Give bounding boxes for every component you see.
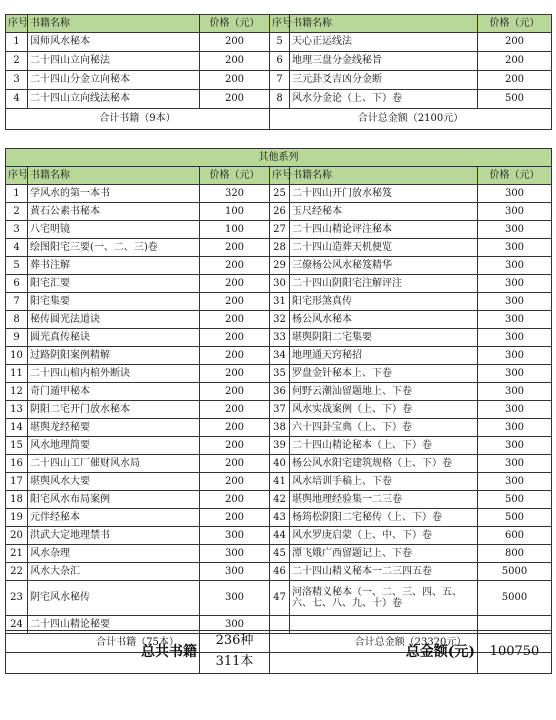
book-title: 风水杂理 <box>28 545 200 563</box>
col-price-header: 价格（元） <box>200 15 270 33</box>
book-number: 10 <box>6 347 28 365</box>
book-title: 二十四山棺内棺外断诀 <box>28 365 200 383</box>
book-number: 1 <box>6 33 28 52</box>
col-name-header: 书籍名称 <box>28 167 200 185</box>
book-title: 二十四山开门放水秘笈 <box>290 185 478 203</box>
book-title: 堪舆龙经秘要 <box>28 419 200 437</box>
book-price: 5000 <box>478 563 552 581</box>
book-price: 300 <box>478 347 552 365</box>
col-price-header: 价格（元） <box>478 15 552 33</box>
book-number: 17 <box>6 473 28 491</box>
book-price: 200 <box>200 455 270 473</box>
book-title: 阴阳二宅开门放水秘本 <box>28 401 200 419</box>
book-number: 8 <box>6 311 28 329</box>
book-title: 堪舆地理经验集一二三卷 <box>290 491 478 509</box>
book-title: 风水培训手稿上、下卷 <box>290 473 478 491</box>
book-title: 潭飞娥广西留题记上、下卷 <box>290 545 478 563</box>
book-title: 二十四山造葬天机便览 <box>290 239 478 257</box>
other-total-amount: 合计总金额（23320元） <box>270 634 552 653</box>
book-title: 二十四山立向线法秘本 <box>28 90 200 109</box>
table-row <box>6 365 552 383</box>
book-title: 风水地理简要 <box>28 437 200 455</box>
table-row <box>6 545 552 563</box>
book-title: 风水分金论（上、下）卷 <box>290 90 478 109</box>
book-price: 300 <box>478 311 552 329</box>
book-title: 黄石公素书秘本 <box>28 203 200 221</box>
book-number: 2 <box>6 203 28 221</box>
book-number: 1 <box>6 185 28 203</box>
book-title: 二十四山工厂催财风水局 <box>28 455 200 473</box>
book-price: 300 <box>478 383 552 401</box>
book-title: 秘传圆光法道诀 <box>28 311 200 329</box>
book-number: 11 <box>6 365 28 383</box>
book-number: 34 <box>270 347 290 365</box>
book-title: 二十四山阴阳宅注解评注 <box>290 275 478 293</box>
book-price: 300 <box>200 545 270 563</box>
top-book-count: 合计书籍（9本） <box>6 109 270 130</box>
book-price: 300 <box>478 239 552 257</box>
book-price: 300 <box>478 437 552 455</box>
book-title: 国师风水秘本 <box>28 33 200 52</box>
book-title: 三元卦爻吉凶分金断 <box>290 71 478 90</box>
book-price: 200 <box>200 347 270 365</box>
table-row <box>6 90 552 109</box>
table-row <box>6 473 552 491</box>
book-number: 4 <box>6 90 28 109</box>
book-title: 圆光真传秘诀 <box>28 329 200 347</box>
book-number: 37 <box>270 401 290 419</box>
book-number: 3 <box>6 71 28 90</box>
total-kinds: 236种 <box>200 631 270 653</box>
book-price: 200 <box>478 52 552 71</box>
book-price: 500 <box>478 491 552 509</box>
book-title: 阳宅风水布局案例 <box>28 491 200 509</box>
book-title: 堪舆阴阳二宅集要 <box>290 329 478 347</box>
book-title: 八宅明镜 <box>28 221 200 239</box>
book-title: 天心正运线法 <box>290 33 478 52</box>
book-title: 二十四山精论秘要 <box>28 616 200 634</box>
col-no-header: 序号 <box>6 15 28 33</box>
book-price: 100 <box>200 221 270 239</box>
book-title: 学风水的第一本书 <box>28 185 200 203</box>
table-row <box>6 347 552 365</box>
book-title: 元伴经秘本 <box>28 509 200 527</box>
book-price: 200 <box>200 491 270 509</box>
table-row <box>6 455 552 473</box>
book-number: 44 <box>270 527 290 545</box>
book-number: 26 <box>270 203 290 221</box>
book-price: 200 <box>200 365 270 383</box>
book-number: 43 <box>270 509 290 527</box>
book-title: 二十四山精论秘本（上、下）卷 <box>290 437 478 455</box>
book-title: 杨公风水秘本 <box>290 311 478 329</box>
book-price: 300 <box>478 365 552 383</box>
book-title: 河洛精义秘本（一、二、三、四、五、六、七、八、九、十）卷 <box>290 581 478 616</box>
table-row <box>6 311 552 329</box>
book-price: 200 <box>200 275 270 293</box>
other-header-row <box>6 167 552 185</box>
book-number: 33 <box>270 329 290 347</box>
table-row <box>6 329 552 347</box>
book-number: 20 <box>6 527 28 545</box>
total-amount: 100750 <box>478 631 552 674</box>
book-number: 41 <box>270 473 290 491</box>
book-number: 45 <box>270 545 290 563</box>
book-price: 300 <box>478 275 552 293</box>
top-series-table <box>5 14 552 130</box>
book-number: 16 <box>6 455 28 473</box>
book-number: 24 <box>6 616 28 634</box>
book-price: 200 <box>200 90 270 109</box>
book-title: 风水大杂汇 <box>28 563 200 581</box>
col-name-header: 书籍名称 <box>290 167 478 185</box>
book-price: 300 <box>478 455 552 473</box>
table-row <box>6 257 552 275</box>
book-title: 过路阴阳案例精解 <box>28 347 200 365</box>
book-number: 27 <box>270 221 290 239</box>
book-price: 200 <box>200 509 270 527</box>
book-price: 300 <box>200 581 270 616</box>
book-number: 22 <box>6 563 28 581</box>
book-number: 38 <box>270 419 290 437</box>
other-series-title: 其他系列 <box>6 149 552 167</box>
book-price: 200 <box>478 71 552 90</box>
book-number: 29 <box>270 257 290 275</box>
book-price: 200 <box>200 401 270 419</box>
book-title: 堪舆风水大要 <box>28 473 200 491</box>
table-row <box>6 275 552 293</box>
total-volumes: 311本 <box>200 652 270 674</box>
book-number: 46 <box>270 563 290 581</box>
book-price: 500 <box>478 509 552 527</box>
book-title: 绘图阳宅三要(一、二、三)卷 <box>28 239 200 257</box>
book-price: 300 <box>478 203 552 221</box>
table-row <box>6 401 552 419</box>
book-number: 12 <box>6 383 28 401</box>
book-number: 3 <box>6 221 28 239</box>
other-series-table <box>5 148 552 653</box>
book-price: 200 <box>200 52 270 71</box>
book-title: 阳宅集要 <box>28 293 200 311</box>
book-price: 300 <box>478 401 552 419</box>
col-name-header: 书籍名称 <box>290 15 478 33</box>
table-row <box>6 33 552 52</box>
book-price: 300 <box>478 221 552 239</box>
book-number: 23 <box>6 581 28 616</box>
book-title: 六十四卦宝典（上、下）卷 <box>290 419 478 437</box>
book-number: 32 <box>270 311 290 329</box>
col-no-header: 序号 <box>270 15 290 33</box>
book-number: 30 <box>270 275 290 293</box>
book-number: 15 <box>6 437 28 455</box>
book-title: 杨筠松阴阳二宅秘传（上、下）卷 <box>290 509 478 527</box>
book-price: 200 <box>200 383 270 401</box>
grand-total-table <box>5 630 552 674</box>
book-title: 二十四山分金立向秘本 <box>28 71 200 90</box>
table-row <box>6 221 552 239</box>
book-price: 200 <box>200 257 270 275</box>
book-title: 何野云潮汕留题地上、下卷 <box>290 383 478 401</box>
book-title: 洪武大定地理禁书 <box>28 527 200 545</box>
book-title: 二十四山精论评注秘本 <box>290 221 478 239</box>
top-header-row <box>6 15 552 33</box>
book-number: 6 <box>6 275 28 293</box>
book-price: 300 <box>478 185 552 203</box>
other-series-title-row <box>6 149 552 167</box>
book-title: 地理通天窍秘招 <box>290 347 478 365</box>
book-title: 奇门遁甲秘本 <box>28 383 200 401</box>
table-row <box>6 203 552 221</box>
book-price: 100 <box>200 203 270 221</box>
table-row <box>6 581 552 616</box>
book-number: 47 <box>270 581 290 616</box>
book-price: 200 <box>200 311 270 329</box>
table-row <box>6 527 552 545</box>
book-number: 8 <box>270 90 290 109</box>
book-price: 320 <box>200 185 270 203</box>
book-number: 2 <box>6 52 28 71</box>
other-book-count: 合计书籍（75本） <box>6 634 270 653</box>
book-number: 35 <box>270 365 290 383</box>
table-row <box>6 239 552 257</box>
book-price: 200 <box>200 437 270 455</box>
total-amount-label: 总金额(元) <box>270 631 478 674</box>
book-title: 风水实战案例（上、下）卷 <box>290 401 478 419</box>
book-number: 7 <box>270 71 290 90</box>
book-price: 200 <box>200 419 270 437</box>
book-price: 200 <box>200 293 270 311</box>
book-price: 300 <box>478 293 552 311</box>
top-total-amount: 合计总金额（2100元） <box>270 109 552 130</box>
book-price: 5000 <box>478 581 552 616</box>
book-number: 13 <box>6 401 28 419</box>
book-number: 18 <box>6 491 28 509</box>
book-price: 800 <box>478 545 552 563</box>
book-title: 杨公风水阳宅建筑规格（上、下）卷 <box>290 455 478 473</box>
book-title: 玉尺经秘本 <box>290 203 478 221</box>
book-title: 罗盘金针秘本上、下卷 <box>290 365 478 383</box>
table-row <box>6 52 552 71</box>
book-title: 二十四山精义秘本一二三四五卷 <box>290 563 478 581</box>
book-number: 40 <box>270 455 290 473</box>
book-price: 600 <box>478 527 552 545</box>
book-price: 500 <box>478 90 552 109</box>
book-title: 风水罗庚启蒙（上、中、下）卷 <box>290 527 478 545</box>
book-number: 36 <box>270 383 290 401</box>
book-price: 200 <box>478 33 552 52</box>
book-number: 14 <box>6 419 28 437</box>
book-price: 300 <box>478 473 552 491</box>
book-number: 9 <box>6 329 28 347</box>
book-price: 300 <box>478 329 552 347</box>
book-price: 300 <box>478 257 552 275</box>
book-price: 200 <box>200 329 270 347</box>
book-title: 地理三盘分金线秘旨 <box>290 52 478 71</box>
table-row <box>6 509 552 527</box>
book-price: 300 <box>200 563 270 581</box>
book-title: 葬书注解 <box>28 257 200 275</box>
book-title: 阳宅汇要 <box>28 275 200 293</box>
book-number: 21 <box>6 545 28 563</box>
col-no-header: 序号 <box>6 167 28 185</box>
book-price: 300 <box>478 419 552 437</box>
book-price: 300 <box>200 616 270 634</box>
col-price-header: 价格（元） <box>200 167 270 185</box>
book-title: 三僚杨公风水秘笈精华 <box>290 257 478 275</box>
book-number: 4 <box>6 239 28 257</box>
book-number: 5 <box>270 33 290 52</box>
table-row <box>6 185 552 203</box>
book-price: 200 <box>200 33 270 52</box>
book-number: 25 <box>270 185 290 203</box>
book-price: 200 <box>200 473 270 491</box>
book-price: 300 <box>200 527 270 545</box>
table-row <box>6 437 552 455</box>
table-row <box>6 491 552 509</box>
table-row <box>6 563 552 581</box>
table-row <box>6 419 552 437</box>
col-name-header: 书籍名称 <box>28 15 200 33</box>
book-title: 二十四山立向秘法 <box>28 52 200 71</box>
book-price: 200 <box>200 71 270 90</box>
book-number: 28 <box>270 239 290 257</box>
book-title: 阳宅形煞真传 <box>290 293 478 311</box>
book-number: 42 <box>270 491 290 509</box>
col-price-header: 价格（元） <box>478 167 552 185</box>
table-row <box>6 383 552 401</box>
table-row <box>6 293 552 311</box>
total-books-label: 总共书籍 <box>6 631 200 674</box>
top-summary-row <box>6 109 552 130</box>
book-number: 5 <box>6 257 28 275</box>
book-number: 19 <box>6 509 28 527</box>
book-number: 6 <box>270 52 290 71</box>
table-row <box>6 71 552 90</box>
book-number: 7 <box>6 293 28 311</box>
book-title: 阴宅风水秘传 <box>28 581 200 616</box>
book-number: 31 <box>270 293 290 311</box>
col-no-header: 序号 <box>270 167 290 185</box>
book-number: 39 <box>270 437 290 455</box>
book-price: 200 <box>200 239 270 257</box>
